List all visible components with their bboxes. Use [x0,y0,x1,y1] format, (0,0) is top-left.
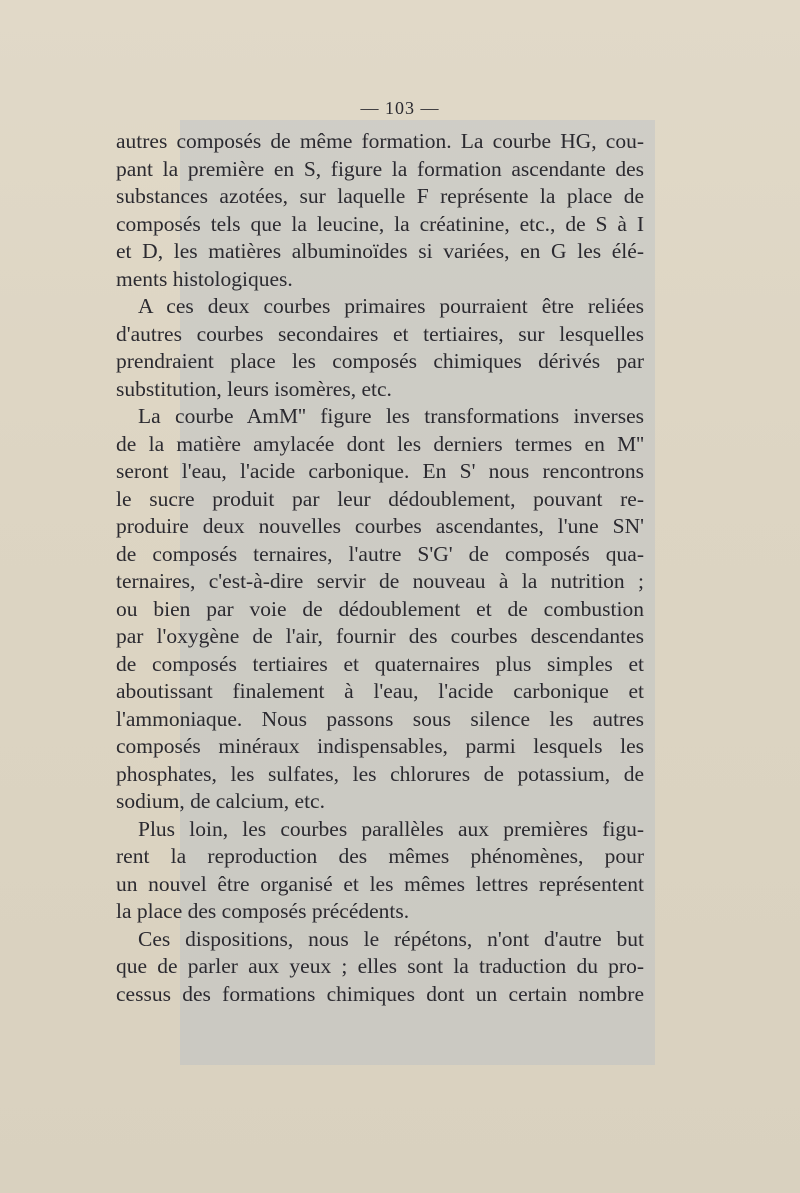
text-line: de composés ternaires, l'autre S'G' de composés qua- [116,541,644,566]
body-text [116,128,644,1008]
text-line: autres composés de même formation. La courbe HG, cou- [116,129,644,153]
text-line: composés minéraux indispensables, parmi lesquels les [116,734,644,758]
text-line: Plus loin, les courbes parallèles aux premières figu- [138,816,644,841]
paragraph [116,403,644,816]
text-line: un nouvel être organisé et les mêmes lettres représentent [116,871,644,896]
text-line: sodium, de calcium, etc. [116,789,325,813]
text-line: A ces deux courbes primaires pourraient être reliées [138,294,644,318]
text-line: par l'oxygène de l'air, fournir des courbes descendantes [116,624,644,648]
text-line: ments histologiques. [116,266,293,291]
text-line: composés tels que la leucine, la créatinine, etc., de S à I [116,211,644,236]
text-line: prendraient place les composés chimiques dérivés par [116,349,644,373]
text-line: d'autres courbes secondaires et tertiaires, sur lesquelles [116,321,644,346]
text-line: substitution, leurs isomères, etc. [116,376,392,401]
text-line: rent la reproduction des mêmes phénomènes, pour [116,844,644,868]
text-line: que de parler aux yeux ; elles sont la traduction du pro- [116,954,644,978]
text-line: substances azotées, sur laquelle F représente la place de [116,184,644,208]
text-line: de composés tertiaires et quaternaires plus simples et [116,651,644,676]
text-line: pant la première en S, figure la formation ascendante des [116,156,644,181]
text-line: Ces dispositions, nous le répétons, n'ont d'autre but [138,926,644,951]
text-line: seront l'eau, l'acide carbonique. En S' nous rencontrons [116,459,644,483]
text-line: l'ammoniaque. Nous passons sous silence les autres [116,706,644,731]
text-line: la place des composés précédents. [116,899,410,923]
paragraph [116,293,644,403]
text-line: produire deux nouvelles courbes ascendantes, l'une SN' [116,514,644,538]
text-line: La courbe AmM'' figure les transformations inverses [138,404,644,428]
text-line: et D, les matières albuminoïdes si variées, en G les élé- [116,239,644,263]
text-line: cessus des formations chimiques dont un certain nombre [116,981,644,1006]
text-line: de la matière amylacée dont les derniers termes en M'' [116,431,644,456]
paragraph [116,816,644,926]
text-line: le sucre produit par leur dédoublement, pouvant re- [116,486,644,511]
page-number: — 103 — [360,98,440,118]
text-line: phosphates, les sulfates, les chlorures de potassium, de [116,761,644,786]
text-line: aboutissant finalement à l'eau, l'acide carbonique et [116,679,644,703]
text-line: ternaires, c'est-à-dire servir de nouveau à la nutrition ; [116,569,644,593]
text-line: ou bien par voie de dédoublement et de combustion [116,596,644,621]
paragraph [116,128,644,293]
paragraph [116,926,644,1009]
